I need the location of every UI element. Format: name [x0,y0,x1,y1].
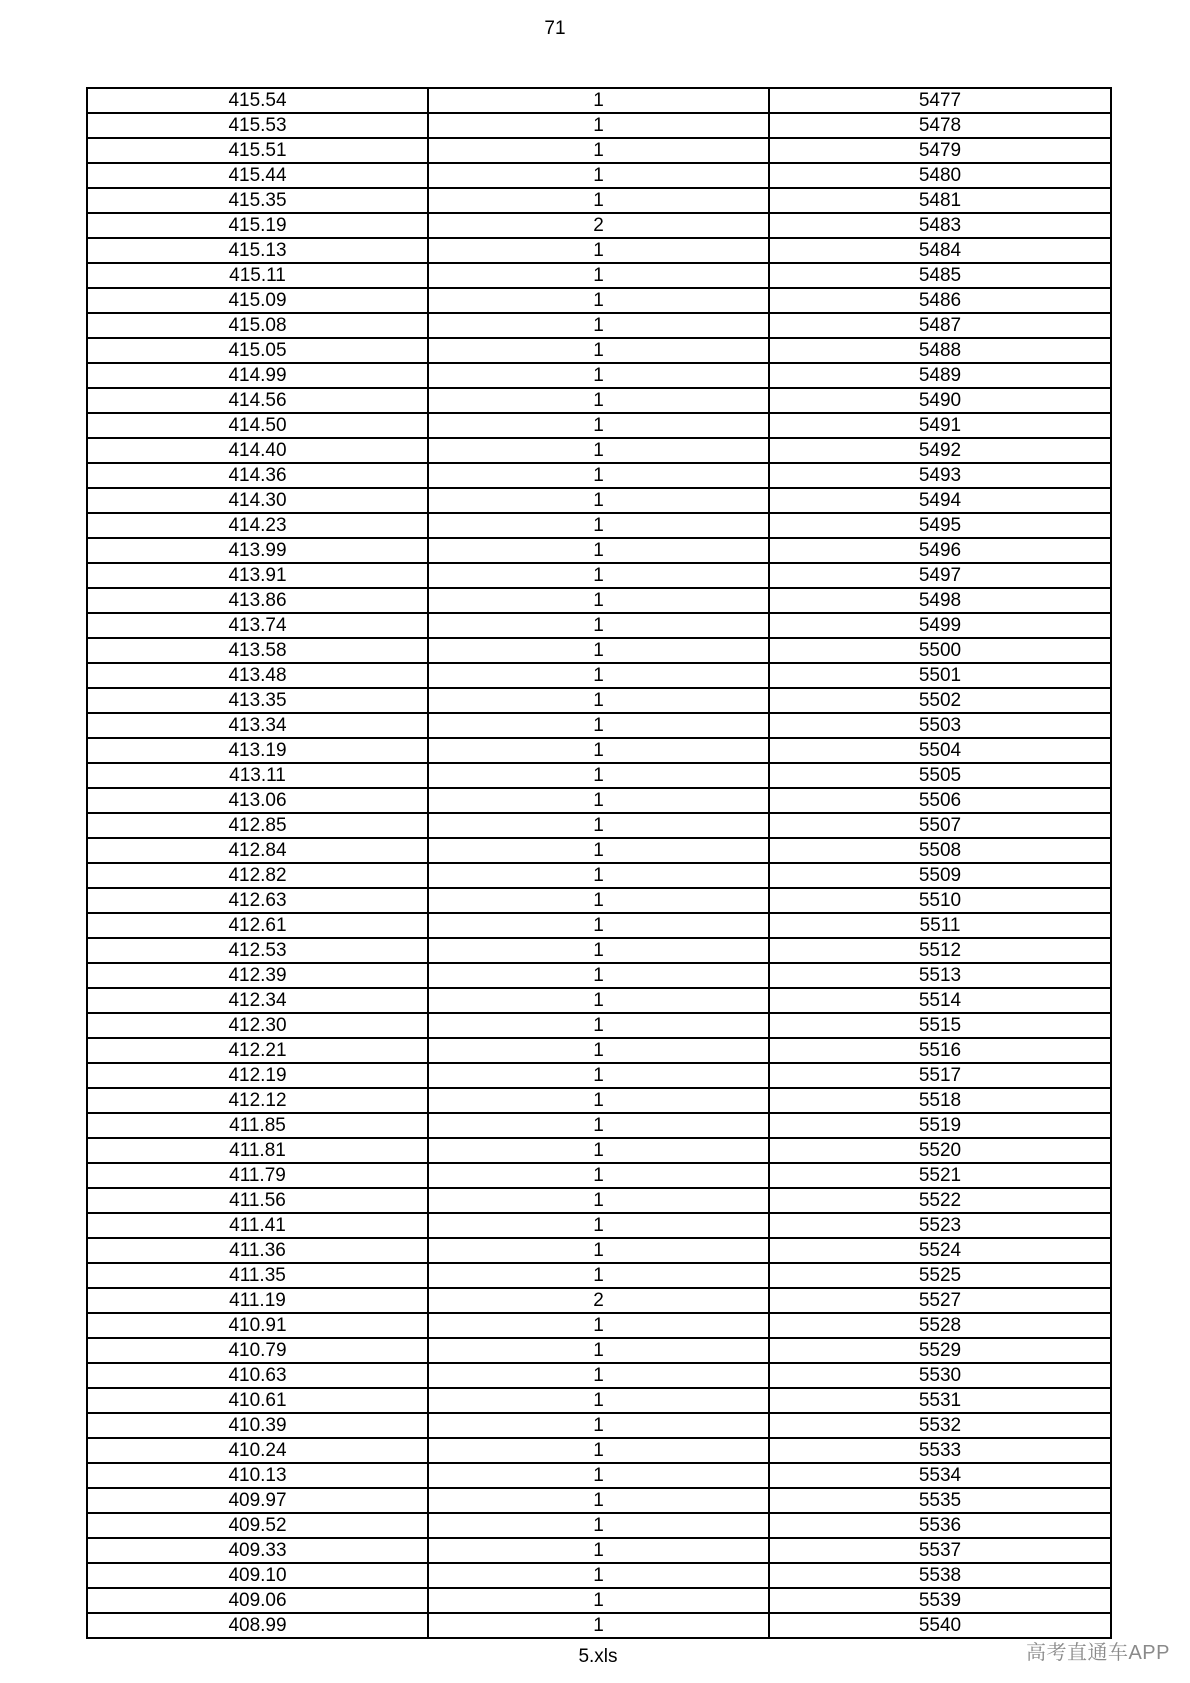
table-row [87,1588,1111,1613]
score-cell: 411.85 [87,1113,428,1138]
count-cell: 1 [428,1188,769,1213]
table-row [87,1038,1111,1063]
score-cell: 412.82 [87,863,428,888]
score-cell: 410.39 [87,1413,428,1438]
count-cell: 1 [428,238,769,263]
count-cell: 1 [428,1313,769,1338]
cumulative-cell: 5505 [769,763,1111,788]
table-row [87,563,1111,588]
table-row [87,1213,1111,1238]
cumulative-cell: 5498 [769,588,1111,613]
table-row [87,613,1111,638]
cumulative-cell: 5524 [769,1238,1111,1263]
score-cell: 411.19 [87,1288,428,1313]
table-row [87,538,1111,563]
table-row [87,313,1111,338]
score-cell: 412.19 [87,1063,428,1088]
table-row [87,638,1111,663]
table-row [87,513,1111,538]
cumulative-cell: 5510 [769,888,1111,913]
count-cell: 1 [428,1363,769,1388]
cumulative-cell: 5487 [769,313,1111,338]
count-cell: 1 [428,1338,769,1363]
count-cell: 1 [428,1163,769,1188]
score-cell: 415.13 [87,238,428,263]
cumulative-cell: 5494 [769,488,1111,513]
count-cell: 1 [428,888,769,913]
count-cell: 1 [428,488,769,513]
count-cell: 1 [428,538,769,563]
count-cell: 1 [428,1588,769,1613]
cumulative-cell: 5534 [769,1463,1111,1488]
table-row [87,138,1111,163]
score-cell: 415.19 [87,213,428,238]
cumulative-cell: 5500 [769,638,1111,663]
count-cell: 1 [428,938,769,963]
table-row [87,1138,1111,1163]
table-row [87,838,1111,863]
cumulative-cell: 5499 [769,613,1111,638]
score-cell: 414.56 [87,388,428,413]
table-row [87,863,1111,888]
count-cell: 1 [428,1263,769,1288]
cumulative-cell: 5540 [769,1613,1111,1638]
table-row [87,813,1111,838]
cumulative-cell: 5478 [769,113,1111,138]
table-row [87,1113,1111,1138]
count-cell: 1 [428,1488,769,1513]
count-cell: 1 [428,513,769,538]
count-cell: 1 [428,88,769,113]
table-row [87,1013,1111,1038]
cumulative-cell: 5539 [769,1588,1111,1613]
score-cell: 411.36 [87,1238,428,1263]
count-cell: 1 [428,1513,769,1538]
cumulative-cell: 5537 [769,1538,1111,1563]
cumulative-cell: 5530 [769,1363,1111,1388]
count-cell: 1 [428,1113,769,1138]
count-cell: 1 [428,1538,769,1563]
cumulative-cell: 5496 [769,538,1111,563]
count-cell: 1 [428,138,769,163]
score-cell: 413.48 [87,663,428,688]
score-cell: 414.23 [87,513,428,538]
count-cell: 1 [428,1138,769,1163]
table-row [87,1063,1111,1088]
table-row [87,913,1111,938]
score-cell: 410.24 [87,1438,428,1463]
score-cell: 414.50 [87,413,428,438]
cumulative-cell: 5535 [769,1488,1111,1513]
cumulative-cell: 5489 [769,363,1111,388]
score-cell: 409.33 [87,1538,428,1563]
count-cell: 1 [428,388,769,413]
count-cell: 1 [428,1013,769,1038]
cumulative-cell: 5477 [769,88,1111,113]
count-cell: 1 [428,1088,769,1113]
cumulative-cell: 5502 [769,688,1111,713]
score-cell: 411.41 [87,1213,428,1238]
count-cell: 2 [428,1288,769,1313]
count-cell: 1 [428,638,769,663]
cumulative-cell: 5480 [769,163,1111,188]
count-cell: 1 [428,1613,769,1638]
score-cell: 415.51 [87,138,428,163]
cumulative-cell: 5504 [769,738,1111,763]
table-row [87,1288,1111,1313]
score-cell: 413.74 [87,613,428,638]
cumulative-cell: 5533 [769,1438,1111,1463]
table-row [87,888,1111,913]
cumulative-cell: 5497 [769,563,1111,588]
table-row [87,1463,1111,1488]
cumulative-cell: 5503 [769,713,1111,738]
table-row [87,1238,1111,1263]
watermark: 高考直通车APP [1025,1642,1170,1664]
score-cell: 414.40 [87,438,428,463]
score-table [86,87,1112,1639]
cumulative-cell: 5532 [769,1413,1111,1438]
cumulative-cell: 5538 [769,1563,1111,1588]
page-number: 71 [544,18,566,39]
table-row [87,1088,1111,1113]
table-row [87,1538,1111,1563]
score-cell: 412.53 [87,938,428,963]
count-cell: 1 [428,1238,769,1263]
count-cell: 1 [428,363,769,388]
cumulative-cell: 5529 [769,1338,1111,1363]
score-cell: 410.13 [87,1463,428,1488]
table-row [87,438,1111,463]
table-row [87,413,1111,438]
score-cell: 415.35 [87,188,428,213]
table-row [87,238,1111,263]
count-cell: 1 [428,1563,769,1588]
cumulative-cell: 5490 [769,388,1111,413]
table-row [87,1563,1111,1588]
count-cell: 1 [428,288,769,313]
table-row [87,288,1111,313]
table-row [87,688,1111,713]
score-cell: 409.52 [87,1513,428,1538]
score-cell: 409.10 [87,1563,428,1588]
cumulative-cell: 5516 [769,1038,1111,1063]
count-cell: 1 [428,463,769,488]
count-cell: 1 [428,1438,769,1463]
count-cell: 2 [428,213,769,238]
score-cell: 411.56 [87,1188,428,1213]
cumulative-cell: 5536 [769,1513,1111,1538]
count-cell: 1 [428,163,769,188]
table-row [87,988,1111,1013]
score-cell: 413.11 [87,763,428,788]
table-row [87,663,1111,688]
table-row [87,1163,1111,1188]
score-cell: 409.97 [87,1488,428,1513]
count-cell: 1 [428,438,769,463]
table-row [87,713,1111,738]
score-cell: 415.44 [87,163,428,188]
score-cell: 409.06 [87,1588,428,1613]
count-cell: 1 [428,338,769,363]
table-row [87,1363,1111,1388]
score-cell: 415.11 [87,263,428,288]
count-cell: 1 [428,188,769,213]
cumulative-cell: 5506 [769,788,1111,813]
count-cell: 1 [428,1463,769,1488]
count-cell: 1 [428,113,769,138]
cumulative-cell: 5483 [769,213,1111,238]
count-cell: 1 [428,763,769,788]
cumulative-cell: 5522 [769,1188,1111,1213]
score-cell: 413.99 [87,538,428,563]
cumulative-cell: 5514 [769,988,1111,1013]
cumulative-cell: 5509 [769,863,1111,888]
table-row [87,213,1111,238]
table-row [87,363,1111,388]
cumulative-cell: 5492 [769,438,1111,463]
table-row [87,1188,1111,1213]
score-cell: 414.99 [87,363,428,388]
cumulative-cell: 5486 [769,288,1111,313]
count-cell: 1 [428,263,769,288]
score-cell: 415.08 [87,313,428,338]
score-cell: 413.19 [87,738,428,763]
table-row [87,1488,1111,1513]
score-cell: 415.53 [87,113,428,138]
table-row [87,188,1111,213]
table-row [87,163,1111,188]
table-row [87,88,1111,113]
cumulative-cell: 5512 [769,938,1111,963]
table-row [87,1313,1111,1338]
table-row [87,113,1111,138]
count-cell: 1 [428,863,769,888]
table-row [87,1263,1111,1288]
cumulative-cell: 5523 [769,1213,1111,1238]
count-cell: 1 [428,663,769,688]
table-row [87,1338,1111,1363]
count-cell: 1 [428,1213,769,1238]
count-cell: 1 [428,313,769,338]
table-row [87,963,1111,988]
score-cell: 412.63 [87,888,428,913]
cumulative-cell: 5493 [769,463,1111,488]
score-cell: 411.79 [87,1163,428,1188]
cumulative-cell: 5481 [769,188,1111,213]
count-cell: 1 [428,1388,769,1413]
count-cell: 1 [428,588,769,613]
count-cell: 1 [428,413,769,438]
score-cell: 413.91 [87,563,428,588]
cumulative-cell: 5520 [769,1138,1111,1163]
count-cell: 1 [428,1413,769,1438]
score-cell: 415.05 [87,338,428,363]
score-cell: 410.63 [87,1363,428,1388]
score-cell: 412.84 [87,838,428,863]
table-row [87,338,1111,363]
cumulative-cell: 5525 [769,1263,1111,1288]
score-cell: 410.91 [87,1313,428,1338]
score-cell: 412.39 [87,963,428,988]
cumulative-cell: 5501 [769,663,1111,688]
cumulative-cell: 5484 [769,238,1111,263]
table-row [87,1388,1111,1413]
count-cell: 1 [428,1038,769,1063]
cumulative-cell: 5531 [769,1388,1111,1413]
footer-filename: 5.xls [578,1646,618,1667]
count-cell: 1 [428,738,769,763]
score-cell: 413.35 [87,688,428,713]
table-row [87,938,1111,963]
cumulative-cell: 5519 [769,1113,1111,1138]
table-row [87,488,1111,513]
cumulative-cell: 5507 [769,813,1111,838]
cumulative-cell: 5528 [769,1313,1111,1338]
table-row [87,738,1111,763]
table-row [87,1613,1111,1638]
cumulative-cell: 5527 [769,1288,1111,1313]
count-cell: 1 [428,913,769,938]
score-cell: 412.21 [87,1038,428,1063]
count-cell: 1 [428,988,769,1013]
score-cell: 415.09 [87,288,428,313]
score-cell: 412.34 [87,988,428,1013]
count-cell: 1 [428,1063,769,1088]
cumulative-cell: 5517 [769,1063,1111,1088]
score-cell: 414.36 [87,463,428,488]
cumulative-cell: 5521 [769,1163,1111,1188]
score-cell: 410.79 [87,1338,428,1363]
score-cell: 408.99 [87,1613,428,1638]
table-row [87,263,1111,288]
table-row [87,1438,1111,1463]
score-table-body [87,88,1111,1638]
score-cell: 411.35 [87,1263,428,1288]
count-cell: 1 [428,688,769,713]
score-cell: 410.61 [87,1388,428,1413]
score-cell: 413.06 [87,788,428,813]
count-cell: 1 [428,613,769,638]
score-cell: 411.81 [87,1138,428,1163]
score-cell: 412.85 [87,813,428,838]
score-cell: 413.86 [87,588,428,613]
cumulative-cell: 5485 [769,263,1111,288]
score-cell: 413.58 [87,638,428,663]
cumulative-cell: 5513 [769,963,1111,988]
count-cell: 1 [428,713,769,738]
cumulative-cell: 5495 [769,513,1111,538]
cumulative-cell: 5508 [769,838,1111,863]
cumulative-cell: 5491 [769,413,1111,438]
score-cell: 414.30 [87,488,428,513]
cumulative-cell: 5488 [769,338,1111,363]
cumulative-cell: 5518 [769,1088,1111,1113]
table-row [87,588,1111,613]
cumulative-cell: 5511 [769,913,1111,938]
count-cell: 1 [428,813,769,838]
count-cell: 1 [428,838,769,863]
score-cell: 412.12 [87,1088,428,1113]
count-cell: 1 [428,963,769,988]
cumulative-cell: 5479 [769,138,1111,163]
count-cell: 1 [428,788,769,813]
cumulative-cell: 5515 [769,1013,1111,1038]
table-row [87,763,1111,788]
count-cell: 1 [428,563,769,588]
score-cell: 415.54 [87,88,428,113]
table-row [87,388,1111,413]
table-row [87,463,1111,488]
table-row [87,788,1111,813]
score-cell: 412.61 [87,913,428,938]
score-cell: 413.34 [87,713,428,738]
table-row [87,1513,1111,1538]
score-cell: 412.30 [87,1013,428,1038]
table-row [87,1413,1111,1438]
